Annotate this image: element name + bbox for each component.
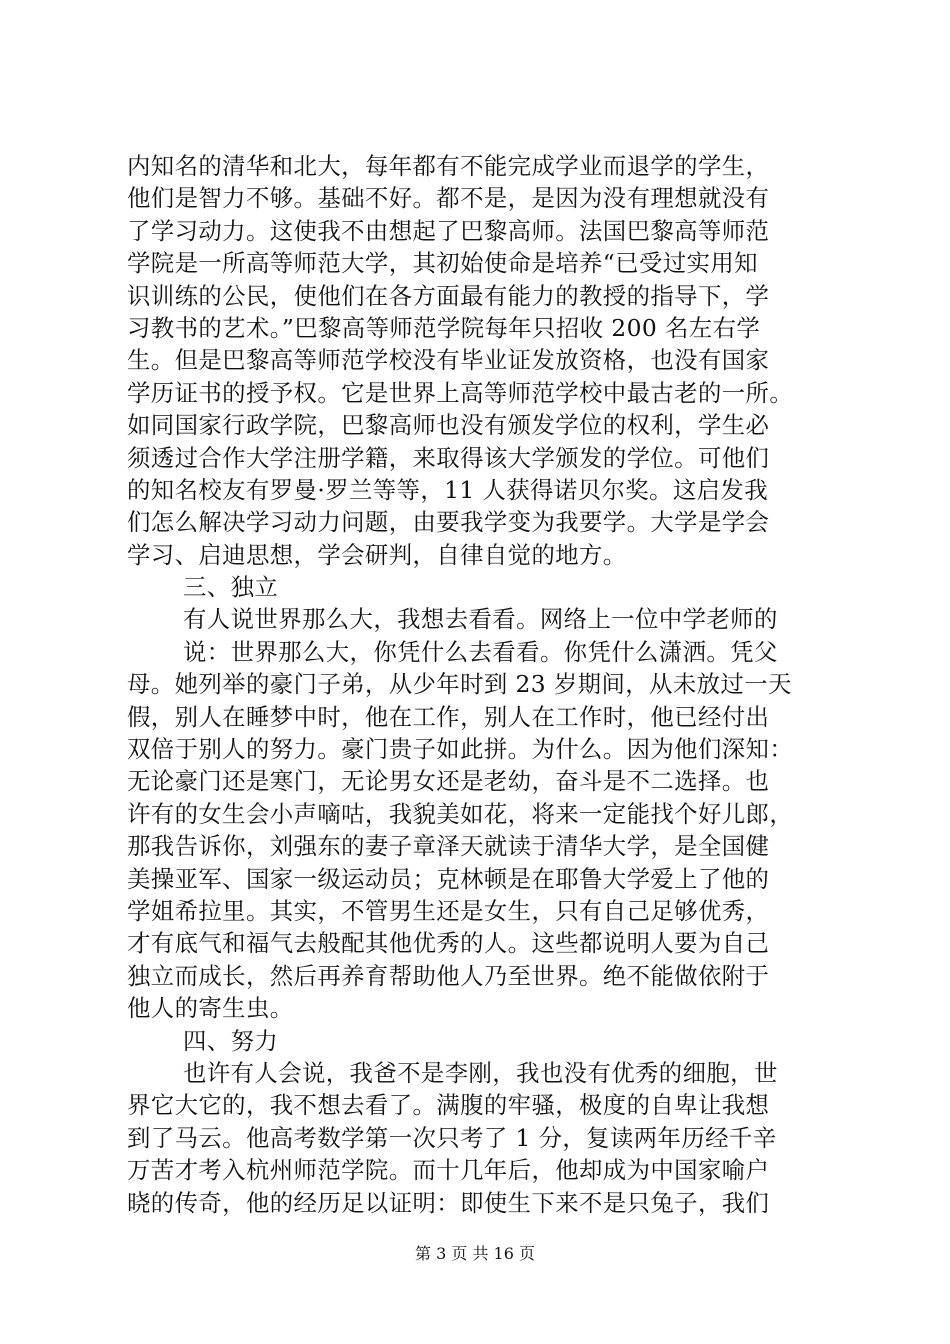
page-footer: 第 3 页 共 16 页 (415, 1244, 535, 1263)
text-line: 学院是一所高等师范大学，其初始使命是培养“已受过实用知 (127, 249, 758, 278)
text-line: 母。她列举的豪门子弟，从少年时到 23 岁期间，从未放过一天 (127, 670, 792, 699)
text-line: 有人说世界那么大，我想去看看。网络上一位中学老师的 (183, 605, 778, 634)
text-line: 学姐希拉里。其实，不管男生还是女生，只有自己足够优秀， (127, 896, 770, 925)
text-line: 他人的寄生虫。 (127, 994, 294, 1023)
text-line: 才有底气和福气去般配其他优秀的人。这些都说明人要为自己 (127, 929, 770, 958)
text-line: 内知名的清华和北大，每年都有不能完成学业而退学的学生， (127, 152, 770, 180)
text-line: 如同国家行政学院，巴黎高师也没有颁发学位的权利，学生必 (127, 411, 770, 440)
text-line: 晓的传奇，他的经历足以证明：即使生下来不是只兔子，我们 (127, 1188, 770, 1217)
text-line: 美操亚军、国家一级运动员；克林顿是在耶鲁大学爱上了他的 (127, 864, 770, 893)
text-line: 他们是智力不够。基础不好。都不是，是因为没有理想就没有 (127, 184, 770, 213)
text-line: 界它大它的，我不想去看了。满腹的牢骚，极度的自卑让我想 (127, 1091, 770, 1120)
text-line: 四、努力 (183, 1026, 279, 1055)
text-line: 习教书的艺术。”巴黎高等师范学院每年只招收 200 名左右学 (127, 313, 761, 342)
body-text (127, 150, 847, 1219)
text-line: 许有的女生会小声嘀咕，我貌美如花，将来一定能找个好儿郎， (127, 799, 794, 828)
text-line: 们怎么解决学习动力问题，由要我学变为我要学。大学是学会 (127, 508, 770, 537)
text-line: 说：世界那么大，你凭什么去看看。你凭什么潇洒。凭父 (183, 637, 778, 666)
text-line: 万苦才考入杭州师范学院。而十几年后，他却成为中国家喻户 (127, 1156, 770, 1185)
text-line: 学习、启迪思想，学会研判，自律自觉的地方。 (127, 540, 627, 569)
text-line: 生。但是巴黎高等师范学校没有毕业证发放资格，也没有国家 (127, 346, 770, 375)
text-line: 的知名校友有罗曼·罗兰等等，11 人获得诺贝尔奖。这启发我 (127, 475, 768, 504)
text-line: 独立而成长，然后再养育帮助他人乃至世界。绝不能做依附于 (127, 961, 770, 990)
text-line: 双倍于别人的努力。豪门贵子如此拼。为什么。因为他们深知： (127, 735, 794, 764)
text-line: 三、独立 (183, 573, 279, 602)
text-line: 无论豪门还是寒门，无论男女还是老幼，奋斗是不二选择。也 (127, 767, 770, 796)
text-line: 也许有人会说，我爸不是李刚，我也没有优秀的细胞，世 (183, 1058, 778, 1087)
text-line: 到了马云。他高考数学第一次只考了 1 分，复读两年历经千辛 (127, 1123, 777, 1152)
text-line: 学历证书的授予权。它是世界上高等师范学校中最古老的一所。 (127, 378, 794, 407)
text-line: 须透过合作大学注册学籍，来取得该大学颁发的学位。可他们 (127, 443, 770, 472)
text-line: 那我告诉你，刘强东的妻子章泽天就读于清华大学，是全国健 (127, 832, 770, 861)
text-line: 了学习动力。这使我不由想起了巴黎高师。法国巴黎高等师范 (127, 216, 770, 245)
text-line: 识训练的公民，使他们在各方面最有能力的教授的指导下，学 (127, 281, 770, 310)
text-line: 假，别人在睡梦中时，他在工作，别人在工作时，他已经付出 (127, 702, 770, 731)
